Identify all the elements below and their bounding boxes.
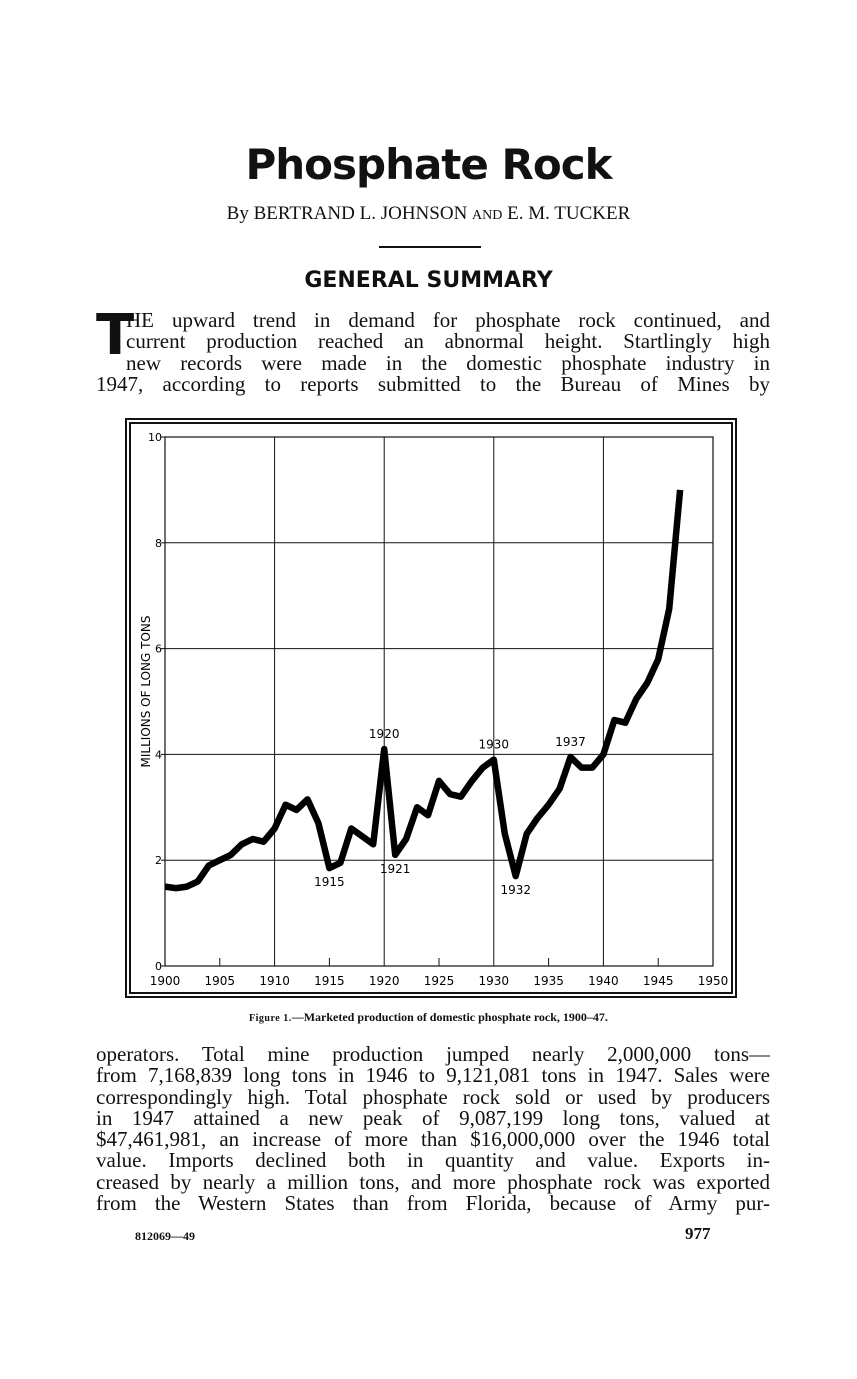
year-annotation: 1930: [478, 737, 510, 752]
text-line: value. Imports declined both in quantity and value. Exports in-: [96, 1148, 770, 1173]
y-tick-label: 2: [155, 854, 162, 868]
x-tick-label: 1905: [204, 974, 236, 988]
text-line: from 7,168,839 long tons in 1946 to 9,121,081 tons in 1947. Sales were: [96, 1063, 770, 1088]
drop-cap: T: [96, 303, 135, 368]
y-tick-label: 8: [155, 536, 162, 550]
text-line: from the Western States than from Florida, because of Army pur-: [96, 1191, 770, 1216]
year-annotation: 1920: [368, 727, 400, 742]
text-line: in 1947 attained a new peak of 9,087,199 long tons, valued at: [96, 1105, 770, 1130]
text-line: correspondingly high. Total phosphate rock sold or used by producers: [96, 1084, 770, 1109]
x-tick-label: 1950: [697, 974, 729, 988]
text-line: new records were made in the domestic phosphate industry in: [126, 350, 770, 375]
chart-inner-border: [130, 423, 732, 993]
section-heading: GENERAL SUMMARY: [304, 268, 553, 293]
production-series-line: [165, 490, 680, 888]
byline-and: AND: [472, 208, 503, 223]
author-name: BERTRAND L. JOHNSON: [253, 203, 468, 224]
title-rule: [379, 246, 481, 248]
x-tick-label: 1940: [588, 974, 619, 988]
caption-label: Figure 1.: [249, 1013, 292, 1024]
text-line: creased by nearly a million tons, and more phosphate rock was exported: [96, 1169, 770, 1194]
year-annotation: 1932: [500, 883, 531, 898]
figure-caption: [0, 1010, 857, 1025]
byline-by: By: [226, 203, 249, 224]
x-tick-label: 1920: [368, 974, 400, 988]
text-line: 1947, according to reports submitted to the Bureau of Mines by: [96, 371, 770, 396]
y-tick-label: 4: [155, 748, 162, 762]
x-tick-label: 1930: [478, 974, 510, 988]
x-tick-label: 1910: [259, 974, 290, 988]
y-tick-label: 6: [155, 642, 162, 656]
caption-text: —Marketed production of domestic phosphate rock, 1900–47.: [291, 1010, 608, 1024]
text-line: $47,461,981, an increase of more than $16,000,000 over the 1946 total: [96, 1127, 770, 1152]
year-annotation: 1915: [314, 875, 345, 890]
author-name: E. M. TUCKER: [507, 203, 631, 224]
text-line: operators. Total mine production jumped nearly 2,000,000 tons—: [96, 1042, 770, 1066]
body-paragraph: [96, 1044, 770, 1214]
chart-svg: [125, 418, 737, 998]
intro-paragraph: [96, 303, 770, 396]
byline: [0, 203, 857, 225]
plot-area: [165, 437, 713, 966]
x-tick-label: 1900: [149, 974, 181, 988]
text-line: HE upward trend in demand for phosphate rock continued, and: [126, 308, 770, 332]
y-axis-label: MILLIONS OF LONG TONS: [139, 615, 153, 768]
figure-1-chart: [125, 418, 737, 998]
print-code: 812069—49: [135, 1229, 195, 1243]
chart-outer-border: [126, 419, 736, 997]
page-title: Phosphate Rock: [245, 140, 612, 189]
x-tick-label: 1915: [314, 974, 345, 988]
y-tick-label: 0: [155, 960, 162, 973]
x-tick-label: 1935: [533, 974, 564, 988]
text-line: current production reached an abnormal height. Startlingly high: [126, 329, 770, 354]
year-annotation: 1921: [379, 861, 411, 876]
x-tick-label: 1925: [423, 974, 455, 988]
x-tick-label: 1945: [642, 974, 674, 988]
year-annotation: 1937: [555, 735, 586, 750]
y-tick-label: 10: [148, 431, 162, 444]
page-number: 977: [685, 1224, 711, 1243]
